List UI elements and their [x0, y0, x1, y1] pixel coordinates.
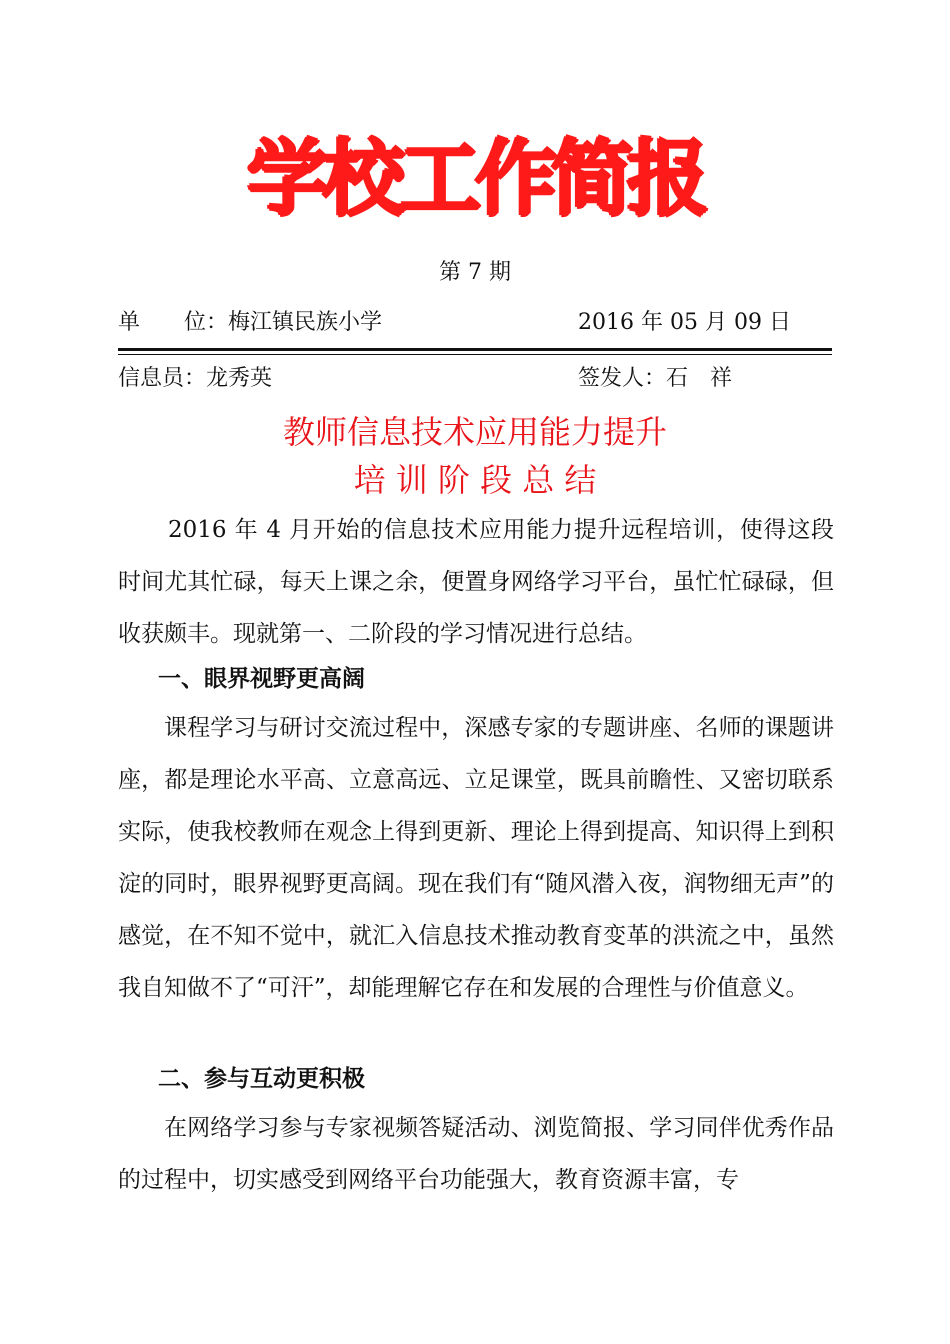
header-rule-thick [118, 348, 832, 351]
section1-heading: 一、眼界视野更高阔 [158, 666, 365, 692]
signer-row [578, 364, 732, 394]
article-title-line2: 培 训 阶 段 总 结 [353, 461, 597, 499]
issue-number: 第 7 期 [439, 260, 511, 285]
article-title-line1: 教师信息技术应用能力提升 [282, 413, 667, 451]
reporter-label: 信息员： [118, 366, 207, 391]
unit-row [118, 308, 382, 338]
intro-paragraph: 2016 年 4 月开始的信息技术应用能力提升远程培训，使得这段时间尤其忙碌，每天上课之余，便置身网络学习平台，虽忙忙碌碌，但收获颇丰。现就第一、二阶段的学习情况进行总结。 [118, 517, 834, 647]
issue-date: 2016 年 05 月 09 日 [578, 310, 791, 335]
masthead-title: 学校工作简报 [246, 132, 703, 227]
section1-paragraph: 课程学习与研讨交流过程中，深感专家的专题讲座、名师的课题讲座，都是理论水平高、立意高远、立足课堂，既具前瞻性、又密切联系实际，使我校教师在观念上得到更新、理论上得到提高、知识得上到积淀的同时，眼界视野更高阔。现在我们有“随风潜入夜，润物细无声”的感觉，在不知不觉中，就汇入信息技术推动教育变革的洪流之中，虽然我自知做不了“可汗”，却能理解它存在和发展的合理性与价值意义。 [118, 715, 834, 1001]
signer-label: 签发人： [578, 366, 667, 391]
header-rule-thin [118, 354, 832, 355]
reporter-value: 龙秀英 [206, 366, 273, 391]
reporter-row [118, 364, 272, 394]
unit-value: 梅江镇民族小学 [228, 310, 383, 335]
unit-label: 单 位： [118, 310, 229, 335]
section2-paragraph: 在网络学习参与专家视频答疑活动、浏览简报、学习同伴优秀作品的过程中，切实感受到网络平台功能强大，教育资源丰富，专 [118, 1115, 834, 1193]
signer-value: 石 祥 [666, 366, 733, 391]
section2-heading: 二、参与互动更积极 [158, 1066, 365, 1092]
